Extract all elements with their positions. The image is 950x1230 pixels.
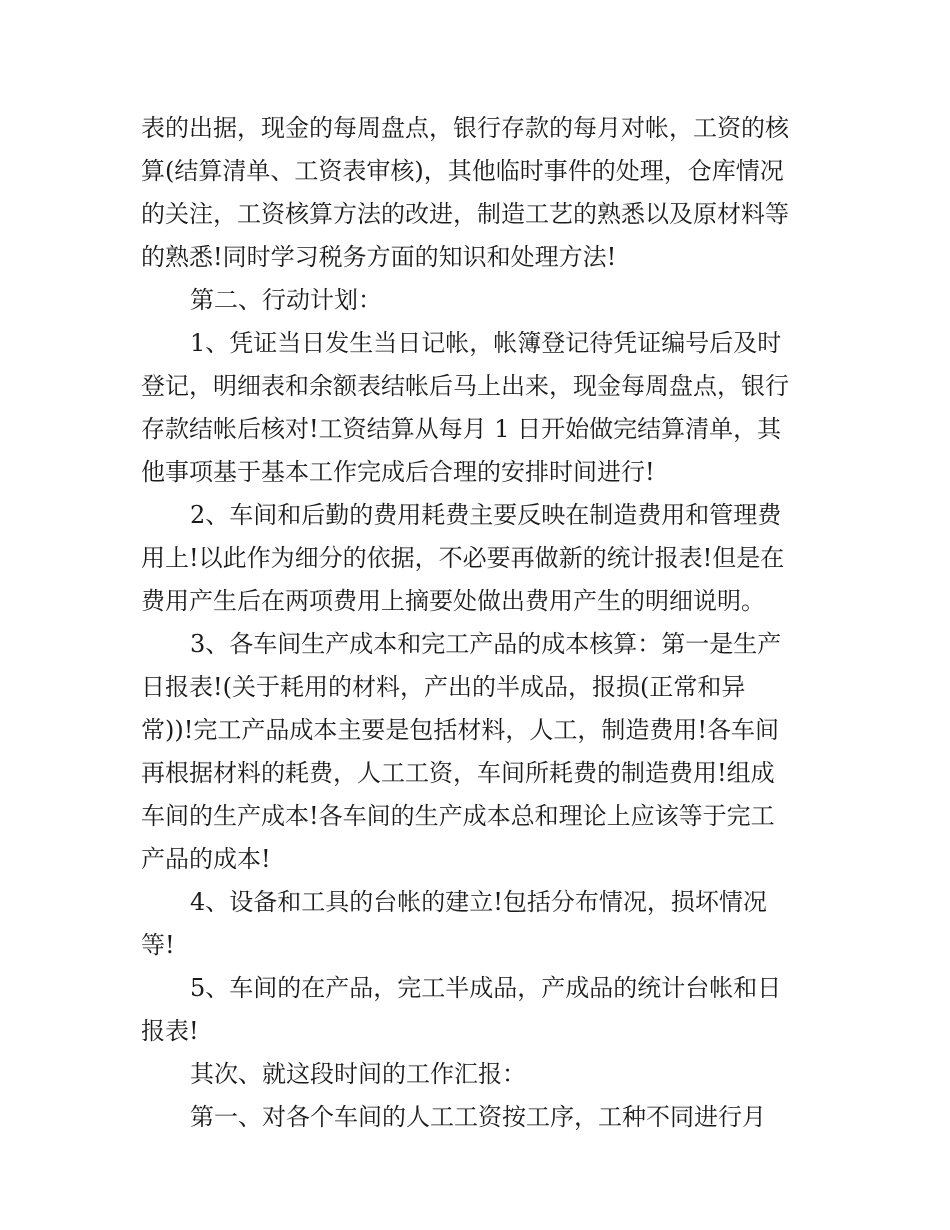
text-line: 他事项基于基本工作完成后合理的安排时间进行! xyxy=(141,458,655,486)
text-line: 3、各车间生产成本和完工产品的成本核算：第一是生产 xyxy=(190,630,782,658)
text-line: 报表! xyxy=(141,1017,199,1045)
text-line: 算(结算清单、工资表审核)，其他临时事件的处理，仓库情况 xyxy=(141,157,784,185)
text-line: 2、车间和后勤的费用耗费主要反映在制造费用和管理费 xyxy=(190,501,782,529)
text-line: 登记，明细表和余额表结帐后马上出来，现金每周盘点，银行 xyxy=(141,372,789,400)
text-line: 的关注，工资核算方法的改进，制造工艺的熟悉以及原材料等 xyxy=(141,200,789,228)
text-line: 1、凭证当日发生当日记帐，帐簿登记待凭证编号后及时 xyxy=(190,329,782,357)
text-line: 日报表!(关于耗用的材料，产出的半成品，报损(正常和异 xyxy=(141,673,746,701)
text-line: 存款结帐后核对!工资结算从每月 1 日开始做完结算清单，其 xyxy=(141,415,782,443)
text-line: 等! xyxy=(141,931,175,959)
text-line: 4、设备和工具的台帐的建立!包括分布情况，损坏情况 xyxy=(190,888,767,916)
text-line: 5、车间的在产品，完工半成品，产成品的统计台帐和日 xyxy=(190,974,782,1002)
text-line: 产品的成本! xyxy=(141,845,271,873)
text-line: 表的出据，现金的每周盘点，银行存款的每月对帐，工资的核 xyxy=(141,114,789,142)
text-line: 常))!完工产品成本主要是包括材料，人工，制造费用!各车间 xyxy=(141,716,780,744)
section-heading: 第二、行动计划： xyxy=(190,286,382,314)
text-line: 费用产生后在两项费用上摘要处做出费用产生的明细说明。 xyxy=(141,587,765,615)
text-line: 第一、对各个车间的人工工资按工序，工种不同进行月 xyxy=(190,1103,766,1131)
text-line: 再根据材料的耗费，人工工资，车间所耗费的制造费用!组成 xyxy=(141,759,775,787)
text-line: 的熟悉!同时学习税务方面的知识和处理方法! xyxy=(141,243,617,271)
text-line: 用上!以此作为细分的依据，不必要再做新的统计报表!但是在 xyxy=(141,544,785,572)
text-line: 车间的生产成本!各车间的生产成本总和理论上应该等于完工 xyxy=(141,802,775,830)
section-heading: 其次、就这段时间的工作汇报： xyxy=(190,1060,526,1088)
